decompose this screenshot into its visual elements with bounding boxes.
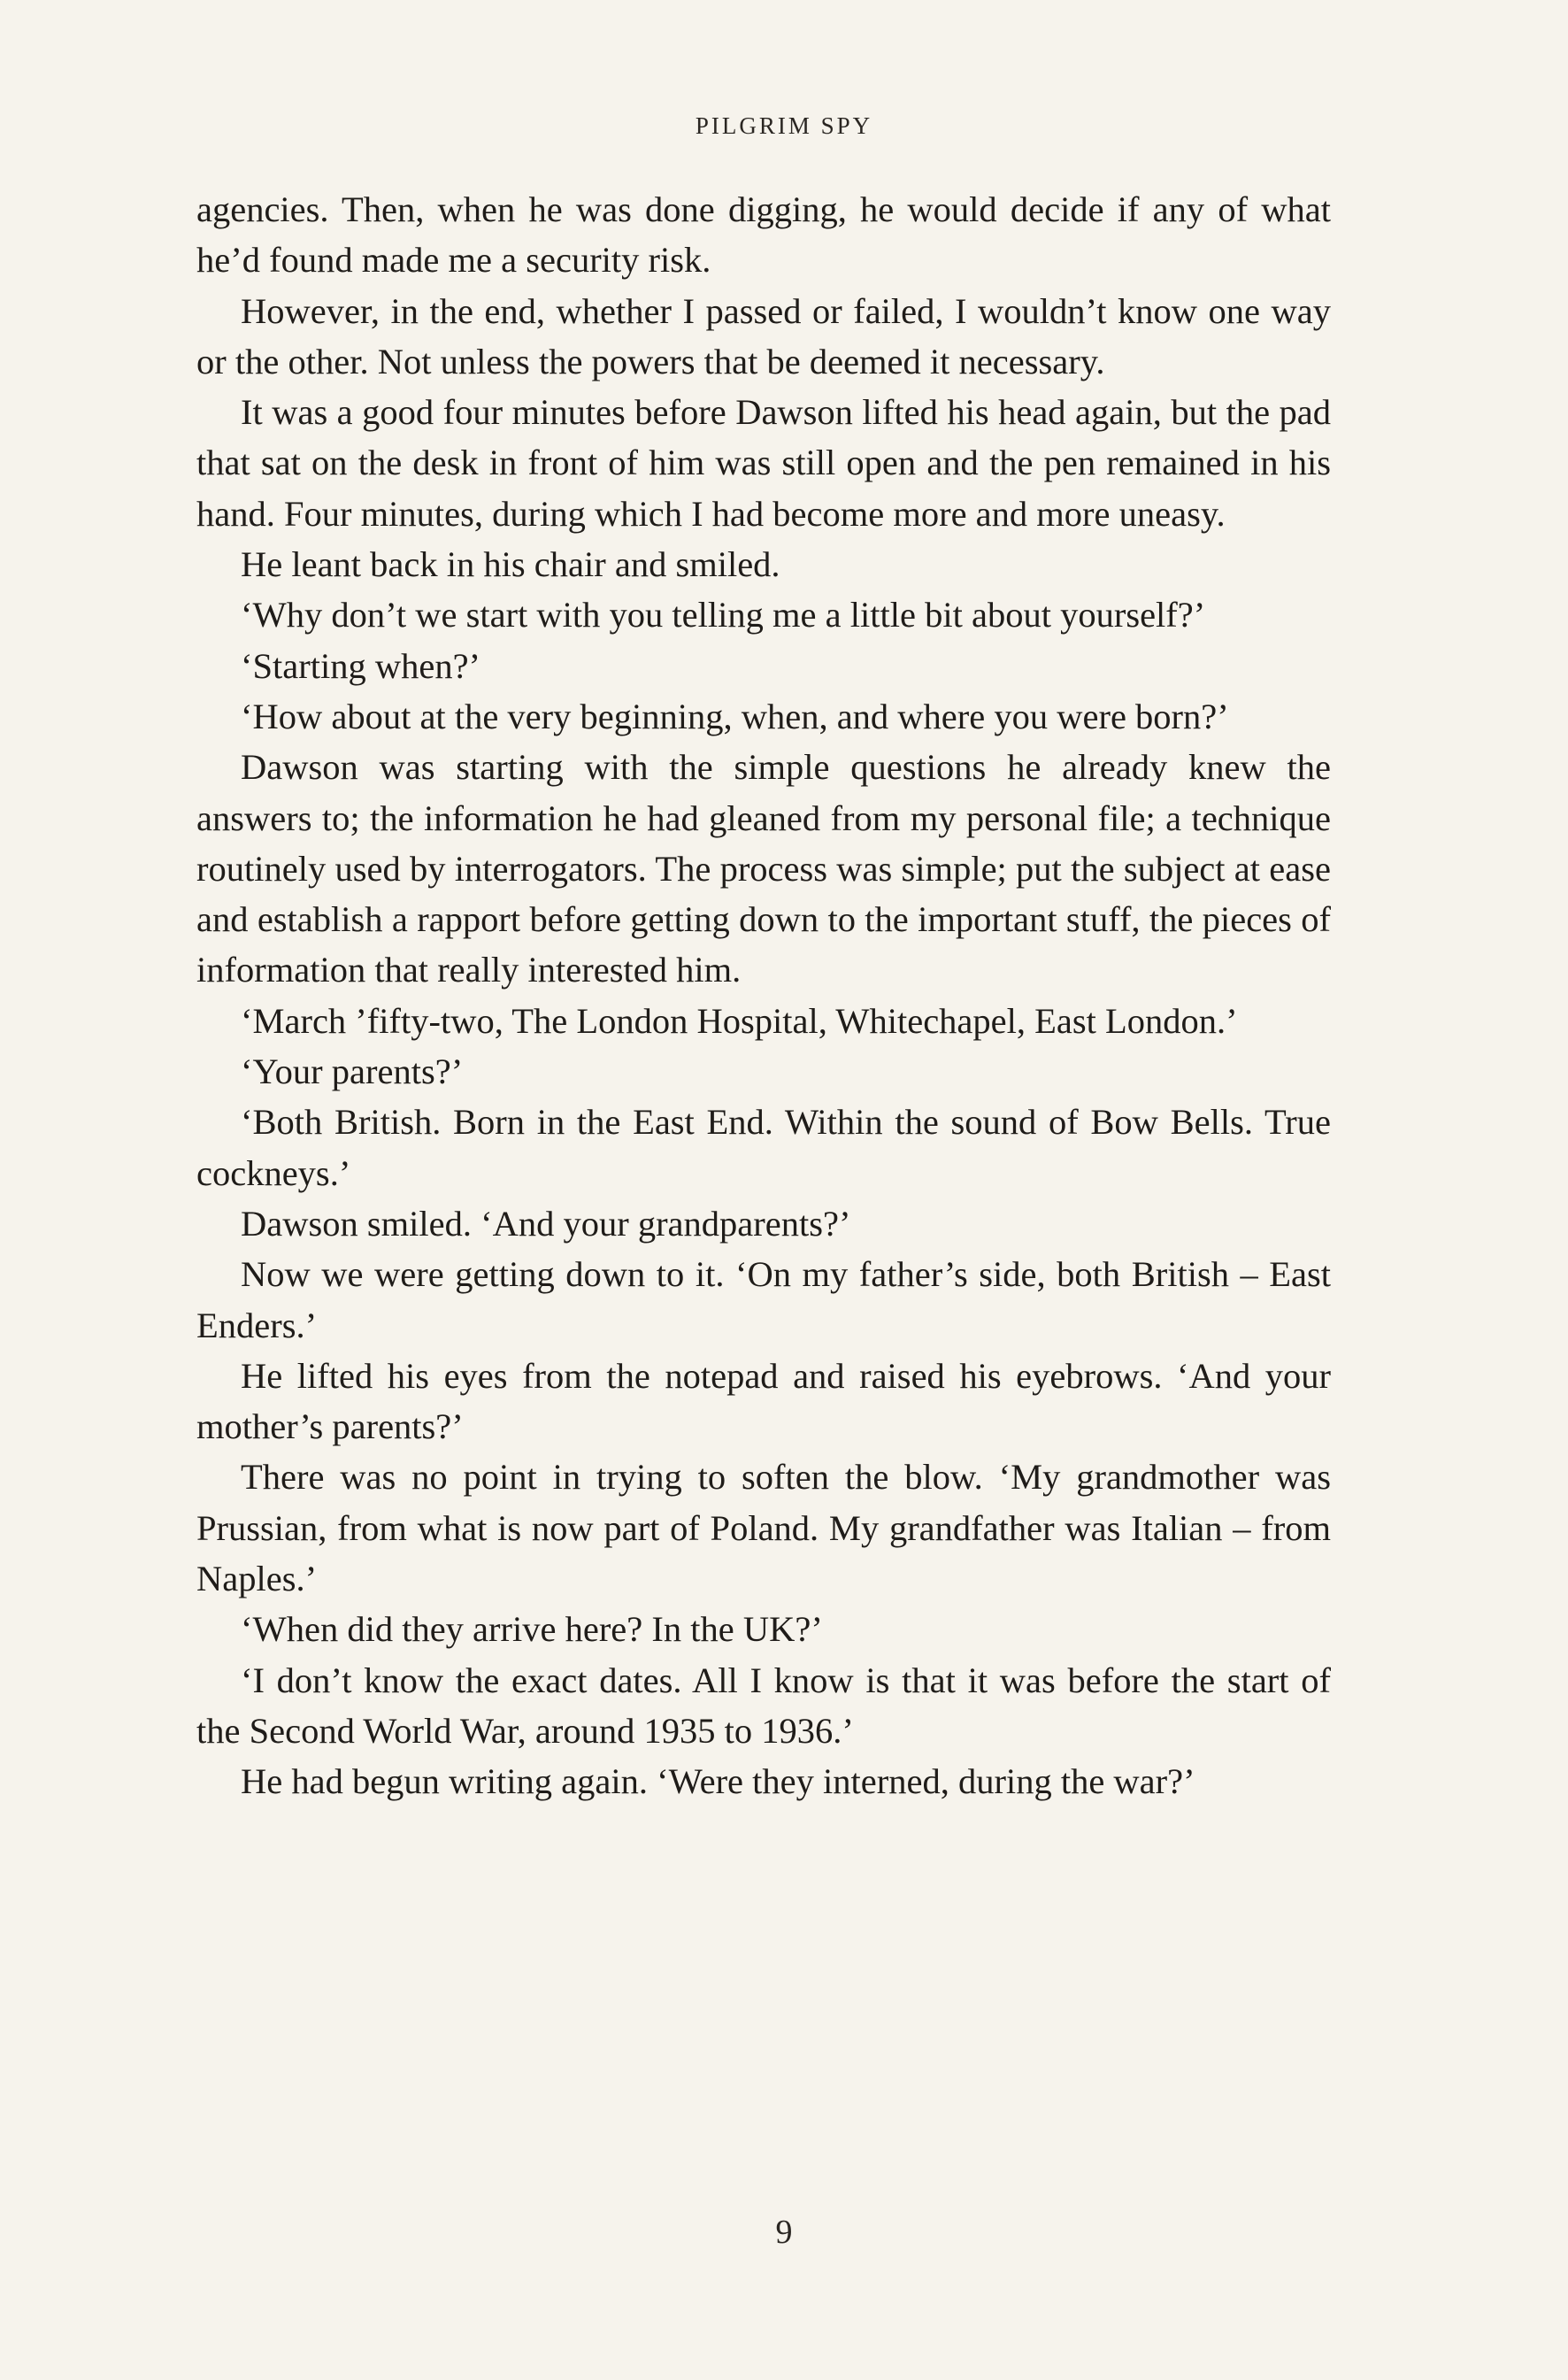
paragraph: Dawson was starting with the simple questions he already knew the answers to; the information he had gleaned from my personal file; a technique routinely used by interrogators. The process was simple; put the subject at ease and establish a rapport before getting down to the important stuff, the pieces of information that really interested him. <box>196 747 1331 990</box>
paragraph: He had begun writing again. ‘Were they interned, during the war?’ <box>241 1761 1195 1802</box>
paragraph: ‘Both British. Born in the East End. Within the sound of Bow Bells. True cockneys.’ <box>196 1102 1331 1193</box>
paragraph: He leant back in his chair and smiled. <box>241 544 780 585</box>
paragraph: ‘Why don’t we start with you telling me a little bit about yourself?’ <box>241 595 1206 635</box>
paragraph: ‘When did they arrive here? In the UK?’ <box>241 1609 823 1650</box>
running-head: PILGRIM SPY <box>695 112 873 139</box>
paragraph: ‘March ’fifty-two, The London Hospital, Whitechapel, East London.’ <box>241 1000 1238 1041</box>
paragraph: ‘Starting when?’ <box>241 645 481 686</box>
paragraph: However, in the end, whether I passed or failed, I wouldn’t know one way or the other. Not unless the powers that be deemed it necessary. <box>196 290 1331 381</box>
paragraph: ‘Your parents?’ <box>241 1051 464 1092</box>
paragraph: He lifted his eyes from the notepad and raised his eyebrows. ‘And your mother’s parents?’ <box>196 1355 1331 1447</box>
paragraph: There was no point in trying to soften the blow. ‘My grandmother was Prussian, from what is now part of Poland. My grandfather was Italian – from Naples.’ <box>196 1457 1331 1599</box>
page-number: 9 <box>775 2214 793 2251</box>
paragraph: Dawson smiled. ‘And your grandparents?’ <box>241 1203 851 1244</box>
paragraph: Now we were getting down to it. ‘On my father’s side, both British – East Enders.’ <box>196 1254 1331 1345</box>
paragraph: ‘How about at the very beginning, when, and where you were born?’ <box>241 696 1229 736</box>
paragraph: ‘I don’t know the exact dates. All I know is that it was before the start of the Second World War, around 1935 to 1936.’ <box>196 1660 1331 1751</box>
paragraph: agencies. Then, when he was done digging, he would decide if any of what he’d found made me a security risk. <box>196 189 1331 281</box>
paragraph: It was a good four minutes before Dawson lifted his head again, but the pad that sat on the desk in front of him was still open and the pen remained in his hand. Four minutes, during which I had become more and more uneasy. <box>196 392 1331 534</box>
body-text <box>196 184 1331 1807</box>
